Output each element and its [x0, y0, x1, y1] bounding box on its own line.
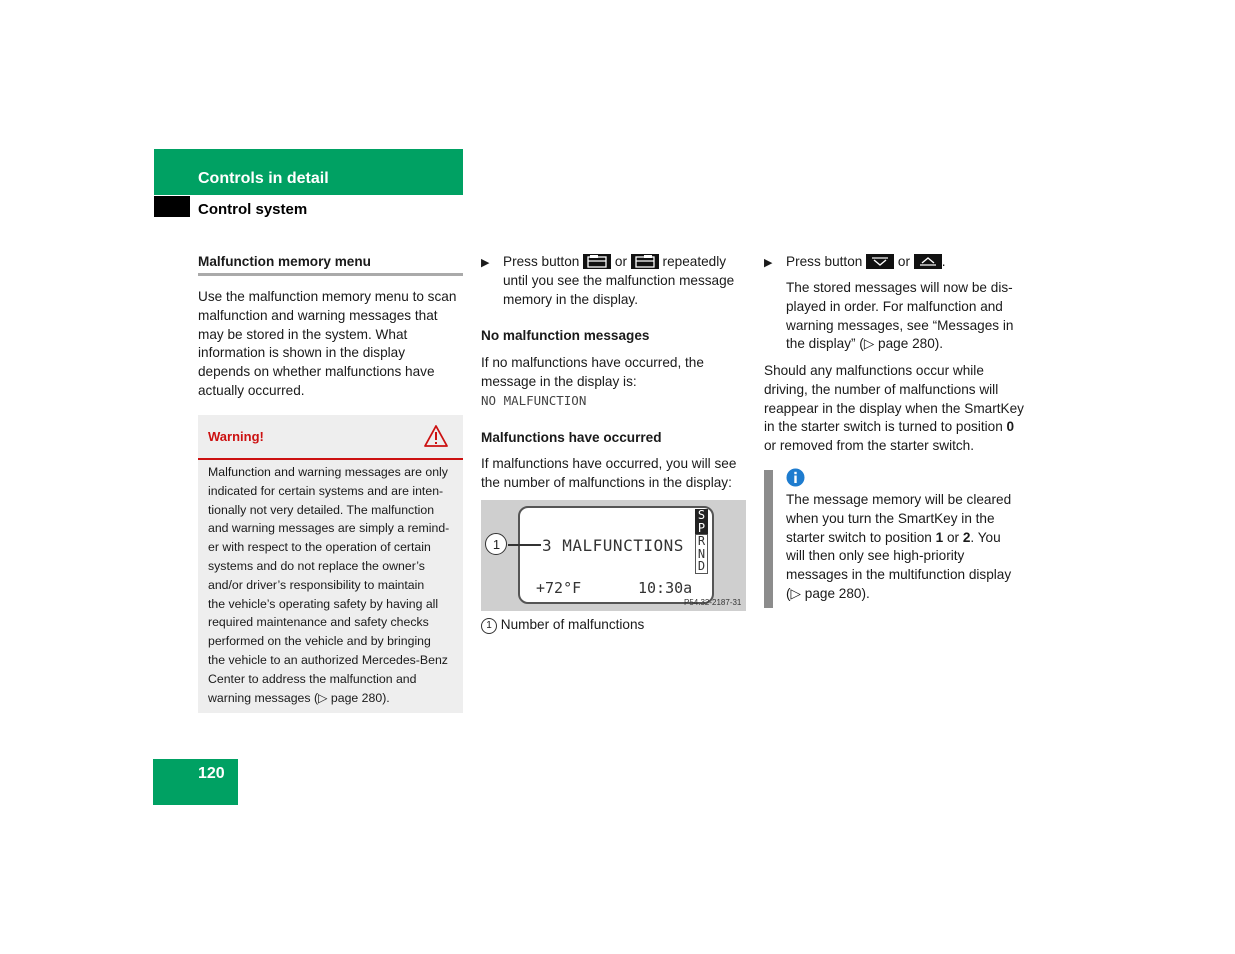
warning-box	[198, 415, 463, 713]
text-line: driving, the number of malfunctions will	[764, 381, 999, 397]
warning-line: er with respect to the operation of certain	[208, 540, 431, 555]
warning-line: the vehicle to an authorized Mercedes-Benz	[208, 652, 448, 667]
warning-text	[208, 463, 460, 707]
display-illustration	[481, 500, 746, 611]
text-line: warning messages, see “Messages in	[786, 317, 1014, 333]
gear-s: S	[695, 509, 708, 522]
or-text: or	[614, 254, 627, 269]
bullet-arrow-icon: ▶	[481, 257, 490, 269]
intro-line: information is shown in the display	[198, 345, 406, 361]
callout-line	[508, 544, 541, 546]
text-line: messages in the multifunction display	[786, 567, 1012, 583]
text-line: or removed from the starter switch.	[764, 438, 975, 454]
intro-line: may be stored in the system. What	[198, 326, 408, 342]
arrow-down-button-icon	[866, 254, 894, 269]
text-line: in the starter switch is turned to position	[764, 419, 1003, 435]
warning-line: warning messages (▷ page 280).	[208, 690, 390, 705]
text-line: Should any malfunctions occur while	[764, 363, 984, 378]
text-line: If no malfunctions have occurred, the	[481, 355, 704, 370]
no-malfunction-display-text: NO MALFUNCTION	[481, 393, 587, 408]
info-text	[786, 491, 1036, 604]
info-icon	[786, 468, 805, 492]
warning-line: performed on the vehicle and by bringing	[208, 634, 431, 649]
display-malfunction-count: 3 MALFUNCTIONS	[542, 536, 684, 555]
warning-line: indicated for certain systems and are inten-	[208, 483, 444, 498]
page-number-box	[153, 759, 238, 805]
gear-r: R	[695, 534, 708, 548]
step-text: Press button	[503, 254, 580, 269]
text-line: If malfunctions have occurred, you will see	[481, 456, 737, 471]
intro-line: actually occurred.	[198, 382, 305, 398]
gear-indicator	[695, 509, 708, 574]
warning-triangle-icon	[423, 424, 449, 453]
gear-n: N	[695, 548, 708, 561]
heading-rule	[198, 273, 463, 276]
step-period: .	[941, 254, 946, 269]
text-line: starter switch to position	[786, 529, 932, 545]
warning-divider	[198, 458, 463, 460]
or-text: or	[946, 529, 960, 545]
warning-line: tionally not very detailed. The malfunction	[208, 502, 435, 517]
text-line: (▷ page 280).	[786, 585, 870, 601]
warning-line: and warning messages are simply a remind-	[208, 521, 450, 536]
section-title: Controls in detail	[198, 170, 329, 187]
warning-title: Warning!	[208, 429, 264, 444]
intro-line: malfunction and warning messages that	[198, 307, 438, 323]
display-button-icon	[583, 254, 611, 269]
text-line: will then only see high-priority	[786, 548, 965, 564]
step-scroll-messages	[764, 253, 1034, 272]
text-line: . You	[970, 529, 1001, 545]
stored-messages-text	[786, 279, 1036, 354]
warning-line: the vehicle’s operating safety by having all	[208, 596, 439, 611]
display-temperature: +72°F	[536, 579, 582, 597]
gear-p: P	[695, 522, 708, 535]
warning-line: Malfunction and warning messages are only	[208, 465, 448, 479]
display-button-alt-icon	[631, 254, 659, 269]
text-line: reappear in the display when the SmartKey	[764, 400, 1024, 416]
or-text: or	[897, 254, 910, 269]
warning-line: and/or driver’s responsibility to maintain	[208, 577, 425, 592]
text-line: The message memory will be cleared	[786, 492, 1012, 507]
subsection-title: Control system	[198, 201, 308, 218]
info-bar	[764, 470, 773, 608]
driving-malfunctions-text	[764, 362, 1034, 456]
intro-line: depends on whether malfunctions have	[198, 364, 435, 380]
step-text: repeatedly	[662, 254, 727, 269]
figure-code: P54.32-2187-31	[684, 598, 742, 607]
position-one: 1	[935, 529, 944, 545]
position-two: 2	[962, 529, 971, 545]
arrow-up-button-icon	[914, 254, 942, 269]
malfunction-memory-heading: Malfunction memory menu	[198, 254, 371, 269]
page-number: 120	[198, 765, 225, 782]
figure-caption	[481, 616, 644, 635]
warning-line: required maintenance and safety checks	[208, 615, 429, 630]
malfunctions-occurred-text	[481, 455, 751, 493]
warning-line: systems and do not replace the owner’s	[208, 558, 425, 573]
bullet-arrow-icon: ▶	[764, 257, 773, 269]
gear-d: D	[695, 560, 708, 574]
text-line: played in order. For malfunction and	[786, 298, 1003, 314]
step-line: memory in the display.	[503, 291, 638, 307]
caption-text: Number of malfunctions	[500, 617, 645, 632]
text-line: when you turn the SmartKey in the	[786, 510, 995, 526]
position-zero: 0	[1006, 419, 1015, 435]
display-time: 10:30a	[638, 579, 693, 597]
malfunctions-occurred-heading: Malfunctions have occurred	[481, 430, 662, 445]
no-malfunction-heading: No malfunction messages	[481, 328, 650, 343]
intro-paragraph	[198, 288, 468, 401]
step-line: until you see the malfunction message	[503, 272, 735, 288]
caption-number-circle: 1	[481, 618, 497, 634]
intro-line: Use the malfunction memory menu to scan	[198, 289, 457, 304]
text-line: message in the display is:	[481, 373, 637, 389]
warning-line: Center to address the malfunction and	[208, 671, 417, 686]
subsection-marker	[154, 196, 190, 217]
step-press-button	[481, 253, 751, 309]
text-line: the display” (▷ page 280).	[786, 336, 944, 352]
text-line: The stored messages will now be dis-	[786, 280, 1013, 295]
step-text: Press button	[786, 254, 863, 269]
no-malfunction-text	[481, 354, 751, 392]
text-line: the number of malfunctions in the display:	[481, 474, 732, 490]
callout-number: 1	[492, 537, 501, 552]
